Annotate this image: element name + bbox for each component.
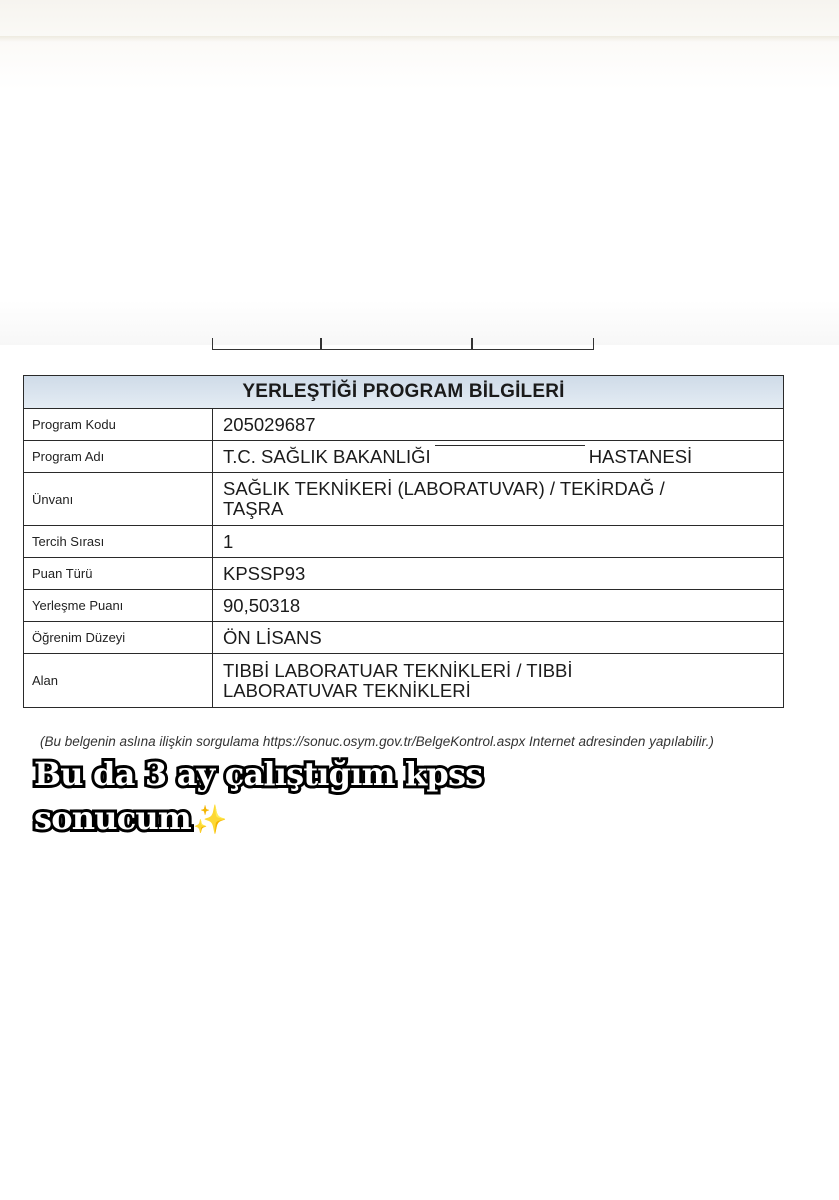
row-value: ÖN LİSANS — [223, 626, 322, 648]
table-row-score-type — [24, 558, 783, 590]
overlay-caption — [34, 752, 482, 842]
table-row-preference-order — [24, 526, 783, 558]
row-label: Öğrenim Düzeyi — [24, 622, 213, 653]
table-divider — [471, 338, 473, 350]
program-name-end: HASTANESİ — [588, 445, 693, 467]
row-label: Yerleşme Puanı — [24, 590, 213, 621]
program-info-table — [23, 375, 784, 708]
table-row-program-code — [24, 409, 783, 441]
row-value: 90,50318 — [223, 594, 301, 616]
caption-text: sonucum — [34, 799, 191, 837]
caption-line — [34, 796, 482, 842]
row-value: 1 — [223, 530, 234, 552]
value-line: TIBBİ LABORATUAR TEKNİKLERİ / TIBBİ — [223, 659, 573, 681]
blank-top-area — [0, 0, 839, 345]
row-value — [213, 441, 783, 472]
cropped-previous-table — [212, 338, 594, 350]
row-value — [213, 473, 783, 525]
redacted-area — [435, 445, 585, 468]
table-title: YERLEŞTİĞİ PROGRAM BİLGİLERİ — [24, 376, 783, 409]
table-row-field — [24, 654, 783, 707]
row-label: Ünvanı — [24, 473, 213, 525]
program-name-start: T.C. SAĞLIK BAKANLIĞI — [223, 445, 431, 467]
row-label: Tercih Sırası — [24, 526, 213, 557]
table-row-placement-score — [24, 590, 783, 622]
row-label: Program Adı — [24, 441, 213, 472]
value-line: LABORATUVAR TEKNİKLERİ — [223, 679, 471, 701]
value-line: SAĞLIK TEKNİKERİ (LABORATUVAR) / TEKİRDAĞ / — [223, 478, 665, 499]
value-line: TAŞRA — [223, 498, 284, 519]
table-row-title — [24, 473, 783, 526]
row-label: Program Kodu — [24, 409, 213, 440]
top-edge-shadow — [0, 36, 839, 42]
row-label: Puan Türü — [24, 558, 213, 589]
caption-line: Bu da 3 ay çalıştığım kpss — [34, 755, 483, 793]
row-value — [213, 654, 783, 707]
table-divider — [320, 338, 322, 350]
sparkles-icon: ✨ — [192, 803, 227, 836]
row-value: KPSSP93 — [223, 562, 306, 584]
verification-footnote: (Bu belgenin aslına ilişkin sorgulama https://sonuc.osym.gov.tr/BelgeKontrol.aspx Internet adresinden yapılabilir.) — [40, 734, 714, 749]
row-value: 205029687 — [223, 413, 316, 435]
row-label: Alan — [24, 654, 213, 707]
table-row-program-name — [24, 441, 783, 473]
table-row-education-level — [24, 622, 783, 654]
